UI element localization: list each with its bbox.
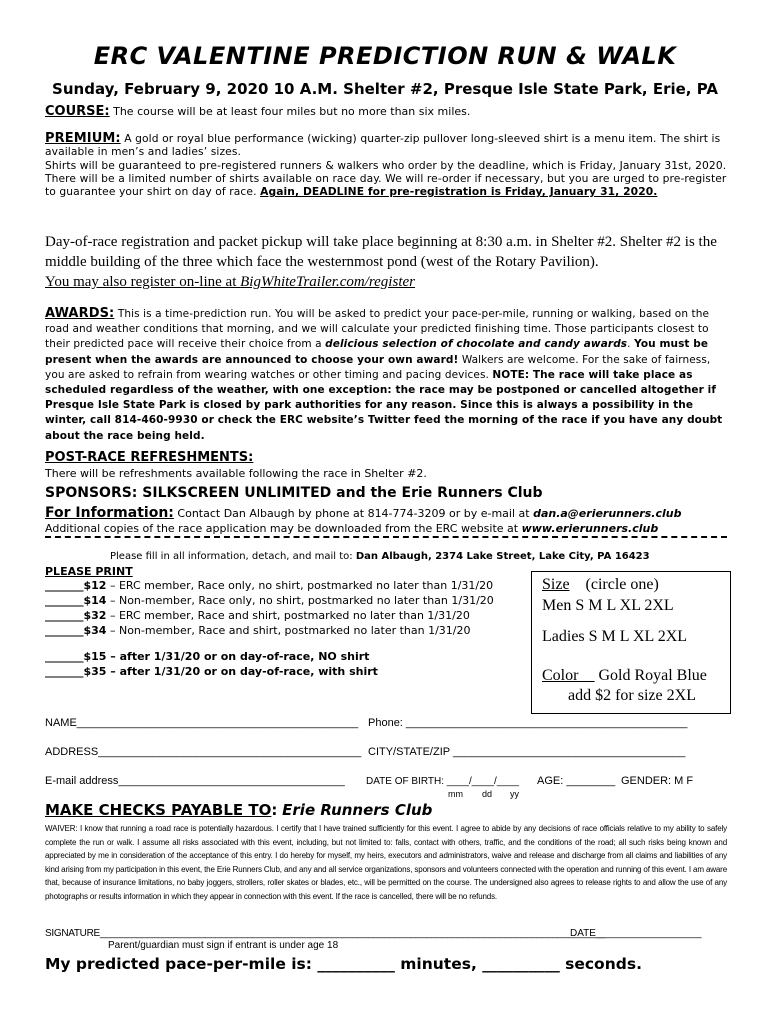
- late-fee-list: [45, 650, 378, 679]
- info-section: [45, 505, 681, 521]
- info-email[interactable]: dan.a@erierunners.club: [533, 507, 682, 520]
- premium-text-1: A gold or royal blue performance (wicking) quarter-zip pullover long-sleeved shirt is a menu item. The shirt is available in men’s and ladies’ sizes.: [45, 132, 721, 159]
- dob-yy-label: yy: [510, 789, 519, 799]
- payable-club: Erie Runners Club: [282, 801, 433, 819]
- fee-desc: – Non-member, Race only, no shirt, postmarked no later than 1/31/20: [106, 594, 494, 607]
- phone-field[interactable]: Phone: ______________________________________________: [368, 717, 688, 729]
- men-sizes[interactable]: Men S M L XL 2XL: [542, 597, 674, 614]
- info-text: Contact Dan Albaugh by phone at 814-774-3209 or by e-mail at: [177, 507, 534, 520]
- dob-field[interactable]: DATE OF BIRTH: ____/____/____: [366, 776, 520, 787]
- premium-text-2: Shirts will be guaranteed to pre-registered runners & walkers who order by the deadline, which is Friday, January 31st, 2020. There will be a limited number of shirts available on race day. We will re-order if necessary, but you are urged to pre-register to guarantee your shirt on day of race.: [45, 158, 727, 199]
- fee-amount: _______$34: [45, 624, 107, 637]
- payable-label: MAKE CHECKS PAYABLE TO: [45, 801, 272, 819]
- gender-field[interactable]: GENDER: M F: [621, 775, 694, 787]
- payable-section: [45, 801, 432, 819]
- size-circle-note: (circle one): [585, 576, 659, 593]
- late-fee-desc: – after 1/31/20 or on day-of-race, with shirt: [106, 664, 378, 678]
- size-heading: [542, 576, 659, 594]
- awards-label: AWARDS:: [45, 306, 115, 321]
- info-text-2: Additional copies of the race application may be downloaded from the ERC website at: [45, 522, 522, 535]
- size-surcharge: add $2 for size 2XL: [568, 687, 696, 704]
- awards-present: You must be present when the awards are announced to choose your own award!: [45, 338, 709, 366]
- info-label: For Information:: [45, 505, 174, 521]
- fee-amount: _______$32: [45, 609, 107, 622]
- info-website[interactable]: www.erierunners.club: [521, 522, 659, 535]
- late-fee-amount: _______$35: [45, 664, 107, 678]
- fee-option[interactable]: [45, 608, 494, 623]
- guardian-note: Parent/guardian must sign if entrant is under age 18: [108, 940, 339, 951]
- info-downloads: [45, 522, 658, 535]
- detach-line: [45, 536, 727, 538]
- please-print: PLEASE PRINT: [45, 565, 133, 578]
- fee-option[interactable]: [45, 623, 494, 638]
- size-label: Size: [542, 576, 570, 593]
- online-prefix: You may also register on-line at: [45, 274, 241, 290]
- waiver-text: WAIVER: I know that running a road race is potentially hazardous. I certify that I have trained sufficiently for this event. I agree to abide by any decisions of race officials relative to my ability to safely complete the run or walk. I assume all risks associated with this event, including, but not limited to: falls, contact with others, traffic, and the conditions of the road; all such risks being known and appreciated by me in consideration of the acceptance of this entry. I do hereby for myself, my heirs, executors and administrators, waive and release and discharge from all claims and liabilities of any kind arising from my participation in this event, the Erie Runners Club, and any and all service organizations, sponsors and volunteers connected with the operation and running of this event. I am aware that, because of insurance limitations, no baby joggers, strollers, roller skates or blades, etc., will be permitted on the course. The undersigned also agrees to release rights to and allow the use of any photographs or results information in which they appear in connection with this event. If the race is cancelled, there will be no refunds.: [45, 824, 727, 901]
- late-fee-desc: – after 1/31/20 or on day-of-race, NO shirt: [106, 650, 370, 663]
- shirt-size-box: [531, 571, 731, 714]
- refreshments-text: There will be refreshments available following the race in Shelter #2.: [45, 467, 427, 480]
- color-options[interactable]: [542, 667, 707, 685]
- dob-dd-label: dd: [482, 789, 493, 799]
- signature-field[interactable]: SIGNATURE________________________________________________________________________________________________: [45, 928, 606, 939]
- course-text: The course will be at least four miles but no more than six miles.: [113, 105, 471, 118]
- course-section: [45, 104, 470, 119]
- date-field[interactable]: DATE___________________: [570, 928, 702, 939]
- sponsors-section: [45, 485, 543, 501]
- premium-label: PREMIUM:: [45, 131, 121, 146]
- color-choices: Gold Royal Blue: [594, 667, 707, 684]
- mail-to: [110, 551, 650, 562]
- premium-section: [45, 132, 727, 198]
- late-fee-option[interactable]: [45, 665, 378, 680]
- address-field[interactable]: ADDRESS___________________________________________: [45, 746, 362, 758]
- awards-text-1: This is a time-prediction run. You will be asked to predict your pace-per-mile, running or walking, based on the road and weather conditions that morning, and we will calculate your predicted finishing time. Those participants closest to their predicted pace will receive their choice from a: [45, 308, 710, 351]
- fee-desc: – ERC member, Race and shirt, postmarked no later than 1/31/20: [106, 609, 470, 622]
- payable-colon: :: [271, 801, 278, 819]
- page-title: ERC VALENTINE PREDICTION RUN & WALK: [93, 42, 677, 70]
- fee-list: [45, 578, 494, 638]
- event-subtitle: Sunday, February 9, 2020 10 A.M. Shelter #2, Presque Isle State Park, Erie, PA: [52, 80, 718, 98]
- awards-text-2: .: [627, 338, 631, 351]
- fee-option[interactable]: [45, 578, 494, 593]
- late-fee-amount: _______$15: [45, 650, 107, 663]
- dob-mm-label: mm: [448, 789, 463, 799]
- refreshments-label: POST-RACE REFRESHMENTS:: [45, 450, 254, 465]
- fee-amount: _______$14: [45, 594, 107, 607]
- online-register: [45, 274, 415, 290]
- ladies-sizes[interactable]: Ladies S M L XL 2XL: [542, 628, 688, 645]
- age-field[interactable]: AGE: ________: [537, 775, 616, 787]
- sponsors-label: SPONSORS:: [45, 485, 138, 501]
- awards-delicious: delicious selection of chocolate and candy awards: [325, 338, 628, 351]
- online-register-link[interactable]: BigWhiteTrailer.com/register: [240, 274, 415, 290]
- course-label: COURSE:: [45, 104, 110, 119]
- premium-deadline: Again, DEADLINE for pre-registration is Friday, January 31, 2020.: [260, 185, 658, 199]
- fee-desc: – ERC member, Race only, no shirt, postmarked no later than 1/31/20: [106, 579, 494, 592]
- mail-address: Dan Albaugh, 2374 Lake Street, Lake City, PA 16423: [355, 551, 650, 562]
- day-of-race-section: [45, 232, 735, 292]
- color-label: Color: [542, 667, 579, 684]
- awards-text-3: Walkers are welcome. For the sake of fairness, you are asked to refrain from wearing watches or other timing and pacing devices.: [45, 353, 711, 381]
- fee-option[interactable]: [45, 593, 494, 608]
- name-field[interactable]: NAME______________________________________________: [45, 717, 359, 729]
- color-blank: __: [578, 667, 595, 684]
- awards-note: NOTE: The race will take place as scheduled regardless of the weather, with one exception: the race may be postponed or cancelled altogether if Presque Isle State Park is closed by park authorities for any reason. Since this is always a possibility in the winter, call 814-460-9930 or check the ERC website’s Twitter feed the morning of the race if you have any doubt about the race being held.: [45, 368, 723, 442]
- mail-prefix: Please fill in all information, detach, and mail to:: [110, 551, 356, 562]
- day-of-race-text: Day-of-race registration and packet pickup will take place beginning at 8:30 a.m. in Shelter #2. Shelter #2 is the middle building of the three which face the westernmost pond (west of the Rotary Pavilion).: [45, 234, 717, 270]
- sponsors-text: SILKSCREEN UNLIMITED and the Erie Runners Club: [142, 485, 543, 501]
- email-field[interactable]: E-mail address_____________________________________: [45, 775, 345, 787]
- predicted-pace-field[interactable]: My predicted pace-per-mile is: __________ minutes, __________ seconds.: [45, 955, 642, 973]
- city-state-zip-field[interactable]: CITY/STATE/ZIP ______________________________________: [368, 746, 686, 758]
- awards-section: [45, 306, 727, 444]
- fee-desc: – Non-member, Race and shirt, postmarked no later than 1/31/20: [106, 624, 471, 637]
- late-fee-option[interactable]: [45, 650, 378, 665]
- fee-amount: _______$12: [45, 579, 107, 592]
